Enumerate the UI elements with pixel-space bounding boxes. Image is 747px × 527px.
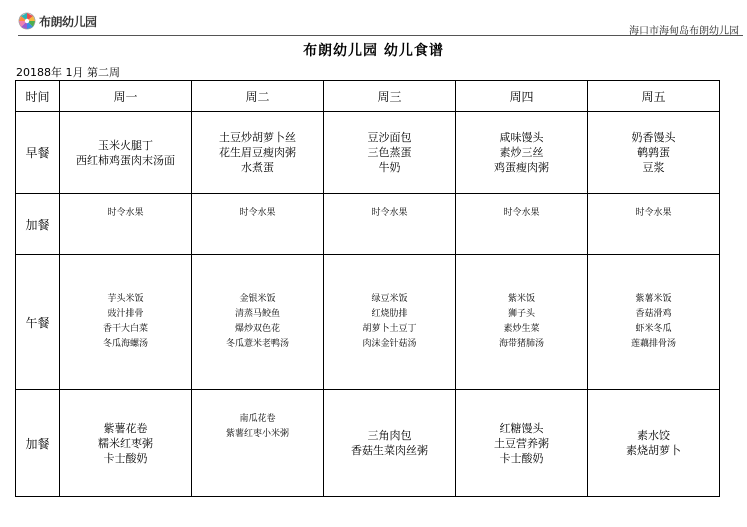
day-header: 周二 xyxy=(192,81,324,112)
dish: 豉汁排骨 xyxy=(107,309,144,319)
dish: 三色蒸蛋 xyxy=(367,146,412,159)
dish: 豆浆 xyxy=(642,161,665,174)
table-header-row xyxy=(16,81,720,112)
menu-table xyxy=(15,80,720,497)
menu-cell xyxy=(60,255,192,390)
meal-label: 加餐 xyxy=(16,194,60,255)
dish: 时令水果 xyxy=(239,208,276,218)
org-name: 海口市海甸岛布朗幼儿园 xyxy=(629,26,739,37)
menu-cell xyxy=(192,194,324,255)
dish: 金银米饭 xyxy=(239,294,276,304)
dish: 花生眉豆瘦肉粥 xyxy=(219,146,296,159)
corner-header: 时间 xyxy=(16,81,60,112)
menu-cell xyxy=(60,194,192,255)
table-row xyxy=(16,255,720,390)
dish: 莲藕排骨汤 xyxy=(630,339,676,349)
menu-cell xyxy=(60,390,192,497)
dish: 素炒三丝 xyxy=(499,146,544,159)
dish: 香菇滑鸡 xyxy=(635,309,672,319)
dish: 紫米饭 xyxy=(507,294,535,304)
header-divider xyxy=(18,35,743,36)
dish: 时令水果 xyxy=(107,208,144,218)
dish: 糯米红枣粥 xyxy=(98,436,153,450)
menu-cell xyxy=(192,112,324,194)
page-title: 布朗幼儿园 幼儿食谱 xyxy=(303,43,444,59)
menu-cell xyxy=(456,390,588,497)
day-header: 周三 xyxy=(324,81,456,112)
table-row xyxy=(16,390,720,497)
table-row xyxy=(16,112,720,194)
dish: 三角肉包 xyxy=(367,429,412,442)
dish: 时令水果 xyxy=(371,208,408,218)
menu-cell xyxy=(192,390,324,497)
dish: 玉米火腿丁 xyxy=(98,138,153,152)
menu-cell xyxy=(324,194,456,255)
dish: 素烧胡萝卜 xyxy=(626,444,681,457)
dish: 红糖馒头 xyxy=(499,421,544,435)
dish: 时令水果 xyxy=(635,208,672,218)
dish: 卡士酸奶 xyxy=(103,451,148,465)
menu-cell xyxy=(324,390,456,497)
dish: 土豆炒胡萝卜丝 xyxy=(219,131,296,144)
dish: 海带猪肺汤 xyxy=(498,339,544,349)
menu-cell xyxy=(456,194,588,255)
dish: 牛奶 xyxy=(378,161,401,174)
dish: 芋头米饭 xyxy=(107,294,144,304)
dish: 紫薯红枣小米粥 xyxy=(225,429,289,439)
dish: 紫薯米饭 xyxy=(635,294,672,304)
dish: 水煮蛋 xyxy=(241,161,274,174)
table-row xyxy=(16,194,720,255)
dish: 咸味馒头 xyxy=(499,131,544,144)
dish: 鹌鹑蛋 xyxy=(637,146,670,159)
dish: 爆炒双色花 xyxy=(234,324,280,334)
dish: 肉沫金针菇汤 xyxy=(362,339,417,349)
day-header: 周一 xyxy=(60,81,192,112)
dish: 土豆营养粥 xyxy=(494,436,549,450)
logo xyxy=(18,12,97,30)
dish: 西红柿鸡蛋肉末汤面 xyxy=(76,153,175,167)
dish: 豆沙面包 xyxy=(367,131,412,144)
dish: 虾米冬瓜 xyxy=(635,324,672,334)
menu-cell xyxy=(324,255,456,390)
dish: 清蒸马鲛鱼 xyxy=(234,309,280,319)
dish: 胡萝卜土豆丁 xyxy=(362,324,417,334)
dish: 香干大白菜 xyxy=(102,324,148,334)
menu-cell xyxy=(324,112,456,194)
kindergarten-logo-icon xyxy=(18,12,36,30)
day-header: 周五 xyxy=(588,81,720,112)
menu-cell xyxy=(588,255,720,390)
dish: 素水饺 xyxy=(637,429,670,442)
day-header: 周四 xyxy=(456,81,588,112)
dish: 素炒生菜 xyxy=(503,324,540,334)
menu-cell xyxy=(192,255,324,390)
menu-cell xyxy=(588,112,720,194)
menu-cell xyxy=(456,112,588,194)
dish: 卡士酸奶 xyxy=(499,451,544,465)
meal-label: 加餐 xyxy=(16,390,60,497)
meal-label: 午餐 xyxy=(16,255,60,390)
dish: 红烧肋排 xyxy=(371,309,408,319)
dish: 香菇生菜肉丝粥 xyxy=(351,444,428,457)
menu-cell xyxy=(588,390,720,497)
dish: 冬瓜海螺汤 xyxy=(102,339,148,349)
meal-label: 早餐 xyxy=(16,112,60,194)
dish: 奶香馒头 xyxy=(631,131,676,144)
menu-cell xyxy=(456,255,588,390)
menu-cell xyxy=(588,194,720,255)
week-date: 20188年 1月 第二周 xyxy=(16,66,120,79)
dish: 绿豆米饭 xyxy=(371,294,408,304)
dish: 狮子头 xyxy=(507,309,535,319)
dish: 冬瓜薏米老鸭汤 xyxy=(225,339,289,349)
dish: 紫薯花卷 xyxy=(103,421,148,435)
menu-cell xyxy=(60,112,192,194)
logo-text: 布朗幼儿园 xyxy=(39,14,97,29)
dish: 时令水果 xyxy=(503,208,540,218)
dish: 鸡蛋瘦肉粥 xyxy=(494,161,549,174)
dish: 南瓜花卷 xyxy=(239,414,276,424)
